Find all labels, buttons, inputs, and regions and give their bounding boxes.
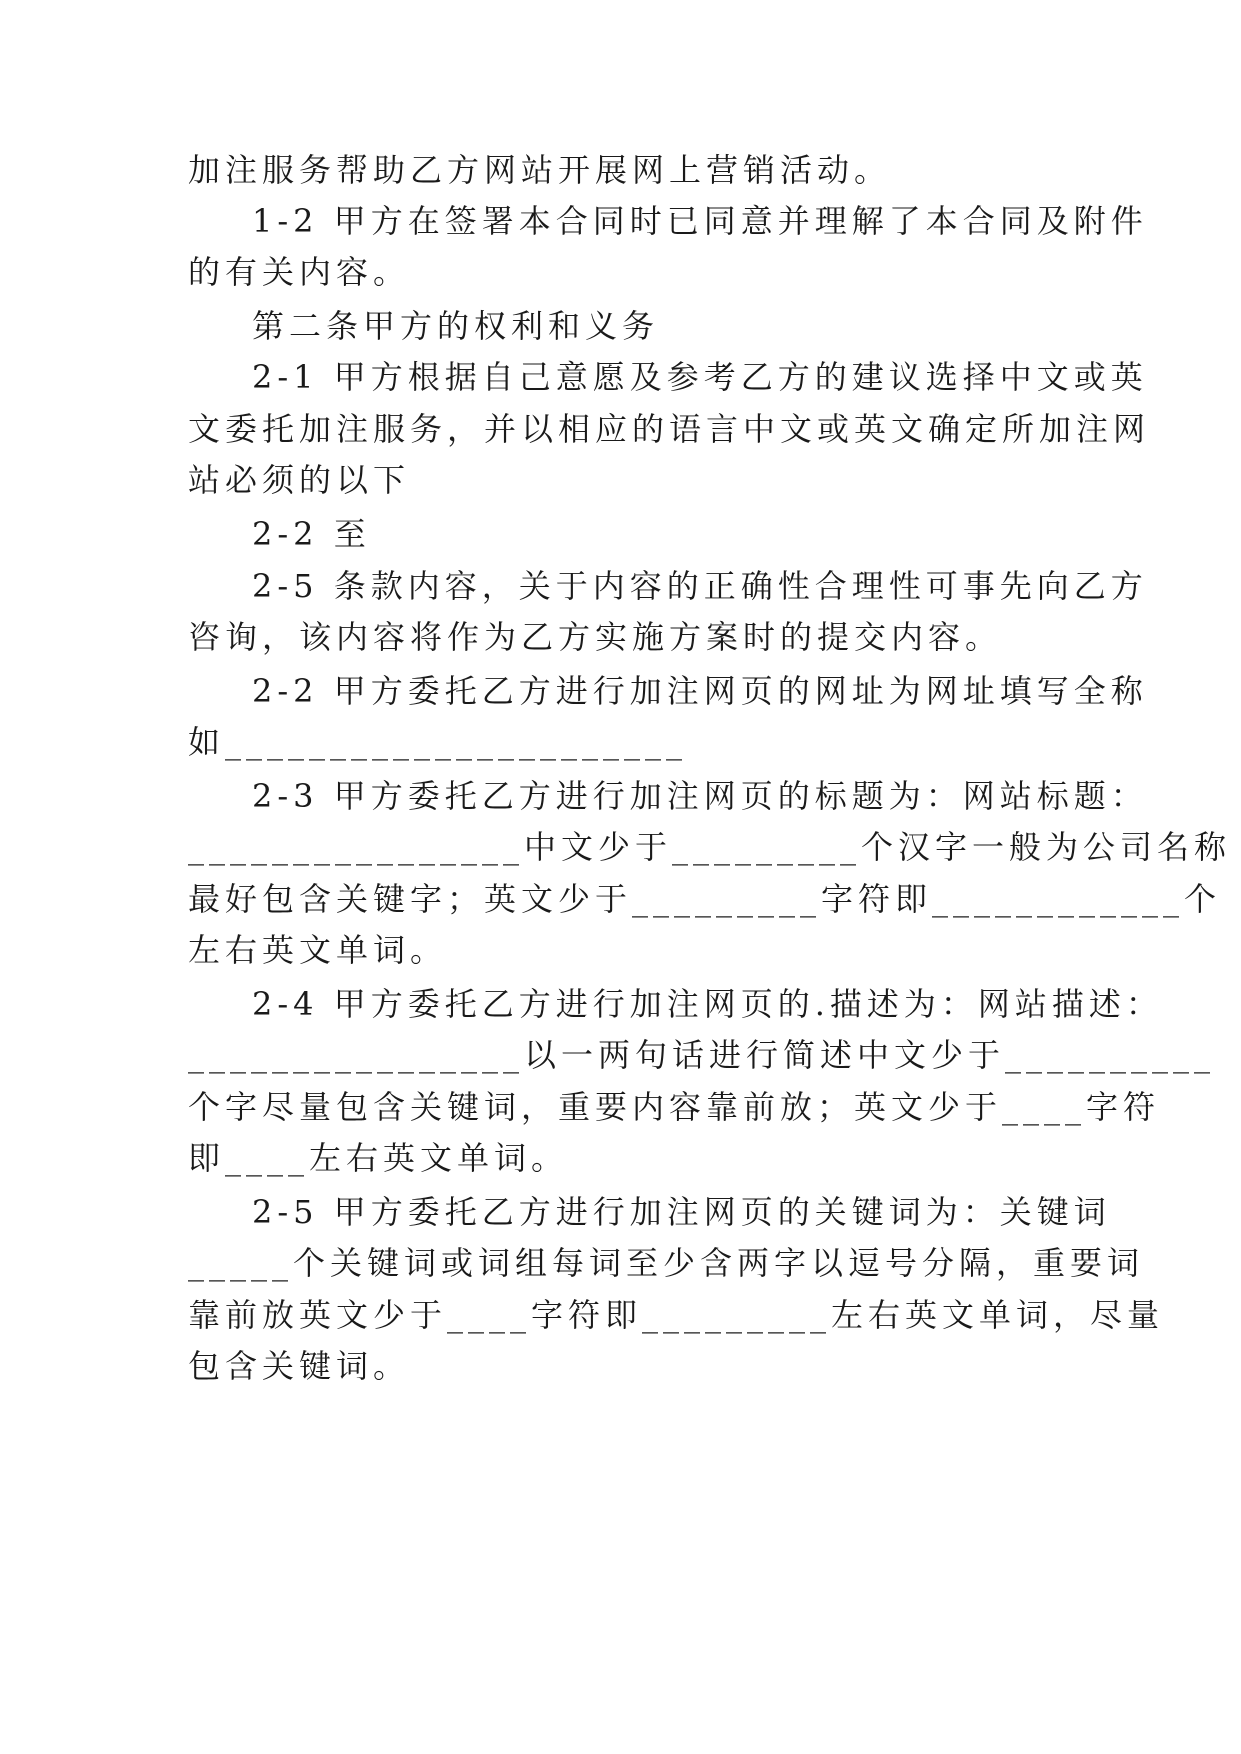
article-2-heading: 第二条甲方的权利和义务: [252, 307, 660, 345]
clause-1-2: 1-2 甲方在签署本合同时已同意并理解了本合同及附件: [252, 202, 1148, 240]
text-line: 站必须的以下: [188, 461, 411, 499]
text-line: 靠前放英文少于____字符即_________左右英文单词，尽量: [188, 1296, 1165, 1334]
clause-2-5: 2-5 甲方委托乙方进行加注网页的关键词为：关键词: [252, 1193, 1111, 1231]
text-line: 即____左右英文单词。: [188, 1139, 569, 1177]
clause-2-2-ref: 2-2 至: [252, 515, 371, 553]
text-line: ________________以一两句话进行简述中文少于__________: [188, 1036, 1216, 1074]
text-line: 包含关键词。: [188, 1347, 411, 1385]
clause-2-5-ref: 2-5 条款内容，关于内容的正确性合理性可事先向乙方: [252, 567, 1148, 605]
text-line: 咨询，该内容将作为乙方实施方案时的提交内容。: [188, 618, 1003, 656]
clause-2-2: 2-2 甲方委托乙方进行加注网页的网址为网址填写全称: [252, 672, 1148, 710]
text-line: 的有关内容。: [188, 253, 411, 291]
text-line: 个字尽量包含关键词，重要内容靠前放；英文少于____字符: [188, 1088, 1161, 1126]
clause-2-1: 2-1 甲方根据自己意愿及参考乙方的建议选择中文或英: [252, 358, 1148, 396]
clause-2-4: 2-4 甲方委托乙方进行加注网页的.描述为：网站描述：: [252, 985, 1163, 1023]
text-line: 左右英文单词。: [188, 931, 448, 969]
text-line: 如______________________: [188, 723, 688, 761]
text-line: 加注服务帮助乙方网站开展网上营销活动。: [188, 151, 892, 189]
text-line: 最好包含关键字；英文少于_________字符即____________个: [188, 880, 1222, 918]
clause-2-3: 2-3 甲方委托乙方进行加注网页的标题为：网站标题：: [252, 777, 1148, 815]
text-line: 文委托加注服务，并以相应的语言中文或英文确定所加注网: [188, 410, 1151, 448]
text-line: ________________中文少于_________个汉字一般为公司名称: [188, 828, 1232, 866]
text-line: _____个关键词或词组每词至少含两字以逗号分隔，重要词: [188, 1244, 1145, 1282]
